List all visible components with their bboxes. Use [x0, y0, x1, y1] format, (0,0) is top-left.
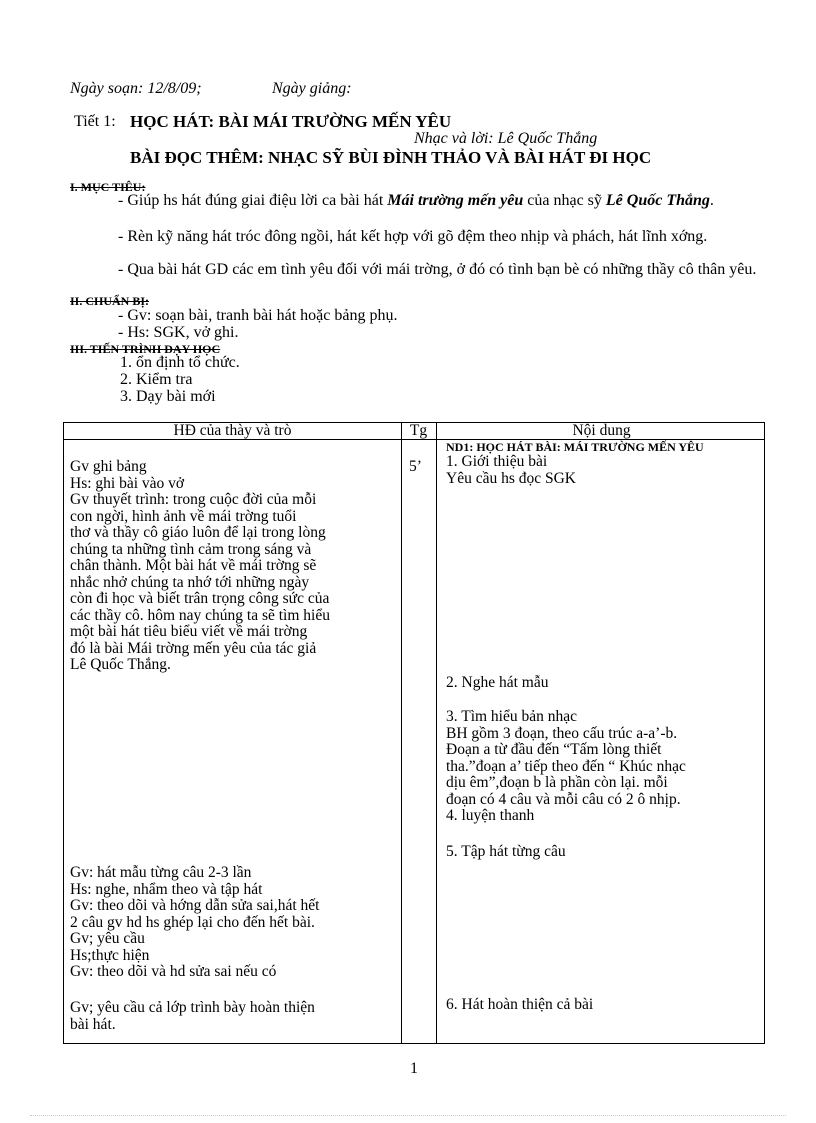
objectives-heading: I. MỤC TIÊU: [70, 180, 146, 194]
activity-line: thơ và thầy cô giáo luôn để lại trong lòng [70, 524, 326, 541]
activity-line: chúng ta những tình cảm trong sáng và [70, 540, 312, 558]
activity-line: Lê Quốc Thắng. [70, 656, 171, 673]
time-value: 5’ [409, 458, 422, 475]
content-line: tha.”đoạn a’ tiếp theo đến “ Khúc nhạc [446, 757, 686, 775]
activity-line: nhắc nhở chúng ta nhớ tới những ngày [70, 573, 310, 591]
lesson-label: Tiết 1: [74, 113, 116, 130]
activity-line: còn đi học và biết trân trọng công sức của [70, 590, 330, 607]
content-line: 1. Giới thiệu bài [446, 453, 548, 470]
process-step-3: 3. Dạy bài mới [120, 388, 216, 405]
content-line: Yêu cầu hs đọc SGK [446, 469, 577, 487]
lesson-table [63, 422, 765, 1044]
activity-line: 2 câu gv hd hs ghép lại cho đến hết bài. [70, 913, 315, 931]
activity-line: Gv; yêu cầu cả lớp trình bày hoàn thiện [70, 999, 315, 1016]
content-intro [446, 454, 764, 487]
activity-line: Gv: hát mẫu từng câu 2-3 lần [70, 864, 252, 881]
lesson-title: HỌC HÁT: BÀI MÁI TRƯỜNG MẾN YÊU [130, 112, 452, 131]
activity-line: Gv; yêu cầu [70, 930, 145, 947]
preparation-teacher: - Gv: soạn bài, tranh bài hát hoặc bảng phụ. [118, 307, 398, 324]
activity-line: Hs: nghe, nhẩm theo và tập hát [70, 880, 263, 898]
content-line: đoạn có 4 câu và mỗi câu có 2 ô nhịp. [446, 790, 681, 808]
song-name: Mái trường mến yêu [387, 192, 524, 209]
activity-line: đó là bài Mái trờng mến yêu của tác giả [70, 639, 317, 657]
activity-line: Hs;thực hiện [70, 946, 150, 964]
page-bottom-rule [30, 1115, 786, 1116]
objective-item-2: - Rèn kỹ năng hát tróc đông ngồi, hát kết hợp với gõ đệm theo nhịp và phách, hát lĩnh xớng. [118, 228, 708, 245]
activity-line: Hs: ghi bài vào vở [70, 474, 185, 492]
content-listen: 2. Nghe hát mẫu [446, 674, 549, 691]
author-line: Nhạc và lời: Lê Quốc Thắng [414, 130, 598, 147]
content-complete: 6. Hát hoàn thiện cả bài [446, 996, 594, 1013]
activity-line: Gv ghi bảng [70, 458, 147, 475]
content-line: dịu êm”,đoạn b là phần còn lại. mỗi [446, 774, 668, 791]
teach-date: Ngày giảng: [272, 80, 352, 97]
author-name: Lê Quốc Thắng [605, 192, 710, 209]
activity-line: các thầy cô. hôm nay chúng ta sẽ tìm hiểu [70, 606, 330, 624]
content-practice: 5. Tập hát từng câu [446, 843, 566, 860]
objective-1-end: . [709, 192, 714, 209]
preparation-student: - Hs: SGK, vở ghi. [118, 324, 239, 341]
prep-date: Ngày soạn: 12/8/09; [70, 80, 202, 97]
activity-line: một bài hát tiêu biểu viết về mái trờng [70, 623, 308, 640]
activity-line: Gv: theo dõi và hd sửa sai nếu có [70, 963, 277, 980]
reading-title: BÀI ĐỌC THÊM: NHẠC SỸ BÙI ĐÌNH THẢO VÀ BÀI HÁT ĐI HỌC [130, 148, 652, 167]
content-score [446, 709, 764, 825]
objective-1-mid: của nhạc sỹ [523, 192, 606, 209]
column-divider-2 [436, 423, 437, 1043]
activities-block-2 [70, 865, 398, 981]
header-activities: HĐ của thày và trò [173, 422, 292, 439]
activity-line: Gv: theo dõi và hớng dẫn sửa sai,hát hết [70, 897, 320, 914]
header-content: Nội dung [572, 422, 631, 439]
content-line: BH gồm 3 đoạn, theo cấu trúc a-a’-b. [446, 724, 678, 742]
objective-item-1 [70, 193, 750, 209]
page-number: 1 [410, 1060, 418, 1077]
activities-block-3 [70, 1000, 398, 1033]
content-section-title: ND1: HỌC HÁT BÀI: MÁI TRƯỜNG MẾN YÊU [446, 440, 704, 454]
header-time: Tg [409, 422, 428, 439]
content-line: 3. Tìm hiểu bản nhạc [446, 708, 578, 725]
objective-item-3: - Qua bài hát GD các em tình yêu đối với mái trờng, ở đó có tình bạn bè có những thầy cô thân yêu. [118, 261, 757, 278]
activity-line: Gv thuyết trình: trong cuộc đời của mỗi [70, 491, 317, 508]
process-step-2: 2. Kiểm tra [120, 371, 193, 388]
activity-line: bài hát. [70, 1015, 116, 1033]
preparation-heading: II. CHUẨN BỊ: [70, 294, 150, 308]
activity-line: con ngời, hình ảnh về mái trờng tuổi [70, 507, 297, 525]
process-step-1: 1. ổn định tổ chức. [120, 354, 240, 371]
content-line: 4. luyện thanh [446, 807, 535, 824]
activity-line: chân thành. Một bài hát về mái trờng sẽ [70, 557, 317, 574]
content-line: Đoạn a từ đầu đến “Tấm lòng thiết [446, 741, 662, 758]
process-heading: III. TIẾN TRÌNH DẠY HỌC [70, 342, 221, 356]
column-divider-1 [401, 423, 402, 1043]
objective-1-prefix: - Giúp hs hát đúng giai điệu lời ca bài hát [118, 192, 388, 209]
activities-block-1 [70, 459, 398, 674]
